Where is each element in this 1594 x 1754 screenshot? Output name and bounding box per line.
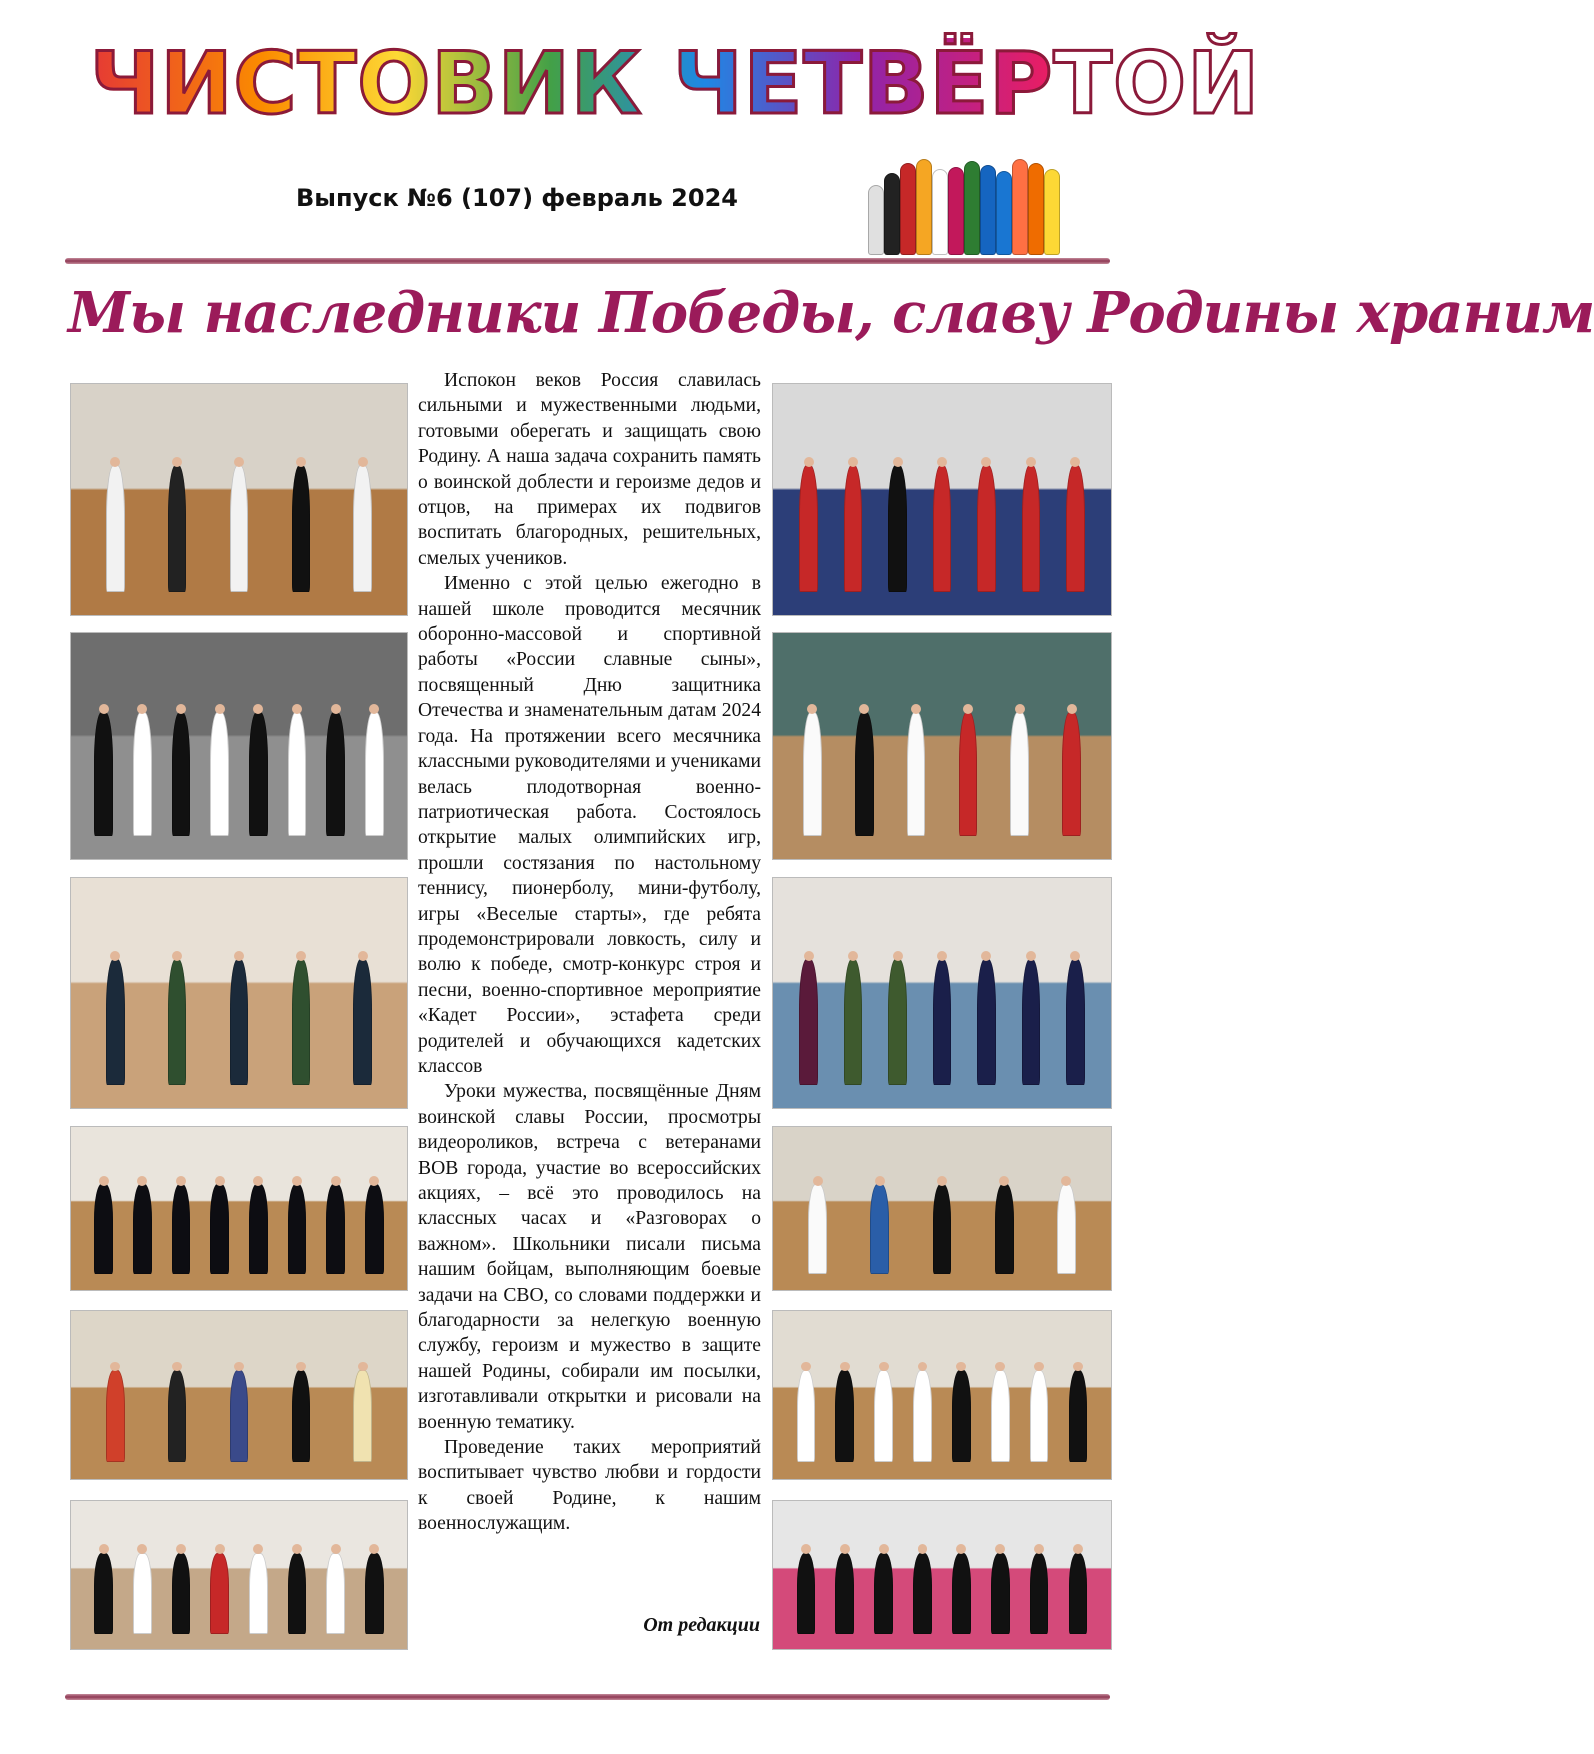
person-figure bbox=[353, 959, 372, 1086]
person-figure bbox=[1057, 1184, 1076, 1274]
photo-heads bbox=[787, 457, 1098, 467]
article-paragraph: Уроки мужества, посвящённые Дням воинской славы России, просмотры видеороликов, встреча с ветеранами ВОВ города, участие во всероссийских акциях, – всё это проводилось на классных часах и «Разговорах о важном». Школьники писали письма нашим бойцам, выполняющим боевые задачи на СВО, со словами поддержки и благодарности за нелегкую военную службу, героизм и мужество в защите нашей Родины, собирали им посылки, изготавливали открытки и рисовали на военную тематику. bbox=[418, 1081, 761, 1433]
person-figure bbox=[1030, 1370, 1049, 1462]
article-paragraph: Испокон веков Россия славилась сильными и мужественными людьми, готовыми оберегать и защищать свою Родину. А наша задача сохранить память о воинской доблести и героизме дедов и отцов, на примерах их подвигов воспитать благородных, решительных, смелых учеников. bbox=[418, 370, 761, 569]
person-head bbox=[215, 704, 225, 714]
person-figure bbox=[913, 1370, 932, 1462]
person-figure bbox=[326, 1184, 345, 1274]
crayon-icon bbox=[1028, 163, 1044, 255]
person-figure bbox=[913, 1553, 932, 1634]
photo-cadet-ensemble-stage bbox=[772, 1500, 1112, 1650]
person-figure bbox=[1066, 959, 1085, 1086]
person-figure bbox=[844, 959, 863, 1086]
person-head bbox=[801, 1362, 811, 1372]
person-figure bbox=[365, 1553, 384, 1634]
person-figure bbox=[230, 959, 249, 1086]
person-head bbox=[234, 1362, 244, 1372]
person-head bbox=[99, 1544, 109, 1554]
person-head bbox=[172, 457, 182, 467]
person-figure bbox=[797, 1553, 816, 1634]
person-figure bbox=[977, 959, 996, 1086]
photo-classroom-presentation bbox=[772, 632, 1112, 860]
photo-cadet-drill-gym bbox=[70, 1126, 408, 1291]
photo-heads bbox=[787, 704, 1098, 714]
person-head bbox=[292, 1544, 302, 1554]
photo-olympic-flag-parade bbox=[70, 383, 408, 616]
person-head bbox=[981, 457, 991, 467]
person-head bbox=[999, 1176, 1009, 1186]
person-head bbox=[840, 1544, 850, 1554]
person-figure bbox=[106, 1370, 125, 1462]
person-head bbox=[331, 704, 341, 714]
person-figure bbox=[249, 1184, 268, 1274]
person-figure bbox=[365, 1184, 384, 1274]
photo-heads bbox=[84, 704, 393, 714]
person-figure bbox=[288, 712, 307, 836]
person-head bbox=[110, 951, 120, 961]
person-figure bbox=[292, 465, 311, 592]
person-head bbox=[879, 1362, 889, 1372]
person-figure bbox=[844, 465, 863, 592]
person-figure bbox=[172, 1553, 191, 1634]
person-head bbox=[234, 951, 244, 961]
photo-people bbox=[787, 465, 1098, 592]
photo-people bbox=[84, 959, 393, 1086]
photo-people bbox=[84, 465, 393, 592]
person-head bbox=[99, 1176, 109, 1186]
person-head bbox=[176, 704, 186, 714]
person-figure bbox=[1062, 712, 1081, 836]
person-head bbox=[848, 457, 858, 467]
photo-heads bbox=[787, 1544, 1098, 1554]
person-head bbox=[292, 704, 302, 714]
article-paragraph: Именно с этой целью ежегодно в нашей школе проводится месячник оборонно-массовой и спортивной работы «России славные сыны», посвященный Дню защитника Отечества и знаменательным датам 2024 года. На протяжении всего месячника классными руководителями и учениками велась плодотворная военно-патриотическая работа. Состоялось открытие малых олимпийских игр, прошли состязания по настольному теннису, пионерболу, мини-футболу, игры «Веселые старты», где ребята продемонстрировали ловкость, силу и волю к победе, смотр-конкурс строя и песни, военно-спортивное мероприятие «Кадет России», эстафета среди родителей и обучающихся кадетских классов bbox=[418, 573, 761, 1077]
crayon-icon bbox=[1012, 159, 1028, 255]
person-figure bbox=[1022, 959, 1041, 1086]
person-head bbox=[296, 457, 306, 467]
photo-sports-group-photo bbox=[772, 1310, 1112, 1480]
person-head bbox=[1073, 1544, 1083, 1554]
person-figure bbox=[288, 1553, 307, 1634]
person-head bbox=[1070, 951, 1080, 961]
person-head bbox=[1015, 704, 1025, 714]
person-head bbox=[369, 1176, 379, 1186]
crayon-icon bbox=[884, 173, 900, 255]
person-head bbox=[1034, 1544, 1044, 1554]
photo-heads bbox=[787, 951, 1098, 961]
person-head bbox=[804, 951, 814, 961]
photo-people bbox=[84, 1370, 393, 1462]
photo-rifle-assembly-lesson bbox=[772, 1126, 1112, 1291]
person-head bbox=[956, 1544, 966, 1554]
photo-heads bbox=[84, 457, 393, 467]
person-figure bbox=[172, 712, 191, 836]
crayons-illustration bbox=[860, 155, 1070, 255]
photo-heads bbox=[84, 1176, 393, 1186]
person-head bbox=[963, 704, 973, 714]
person-figure bbox=[230, 1370, 249, 1462]
person-head bbox=[137, 1544, 147, 1554]
person-figure bbox=[326, 712, 345, 836]
person-head bbox=[981, 951, 991, 961]
person-figure bbox=[991, 1553, 1010, 1634]
person-figure bbox=[249, 712, 268, 836]
photo-yunarmiya-awards bbox=[772, 383, 1112, 616]
person-figure bbox=[353, 1370, 372, 1462]
person-figure bbox=[1066, 465, 1085, 592]
person-figure bbox=[94, 1553, 113, 1634]
person-figure bbox=[210, 1553, 229, 1634]
person-figure bbox=[933, 465, 952, 592]
photo-people bbox=[787, 1553, 1098, 1634]
person-figure bbox=[133, 712, 152, 836]
photo-mini-football-gym bbox=[70, 1310, 408, 1480]
person-head bbox=[331, 1176, 341, 1186]
person-figure bbox=[959, 712, 978, 836]
person-figure bbox=[1022, 465, 1041, 592]
person-head bbox=[937, 1176, 947, 1186]
person-head bbox=[253, 704, 263, 714]
person-figure bbox=[797, 1370, 816, 1462]
person-head bbox=[893, 951, 903, 961]
person-head bbox=[804, 457, 814, 467]
bottom-divider bbox=[65, 1694, 1110, 1700]
person-head bbox=[813, 1176, 823, 1186]
person-head bbox=[911, 704, 921, 714]
person-head bbox=[172, 951, 182, 961]
person-figure bbox=[874, 1553, 893, 1634]
person-head bbox=[215, 1176, 225, 1186]
person-head bbox=[296, 1362, 306, 1372]
issue-info: Выпуск №6 (107) февраль 2024 bbox=[296, 184, 738, 212]
person-figure bbox=[1069, 1370, 1088, 1462]
person-figure bbox=[870, 1184, 889, 1274]
article-headline: Мы наследники Победы, славу Родины храним bbox=[68, 280, 1594, 346]
person-head bbox=[807, 704, 817, 714]
person-head bbox=[879, 1544, 889, 1554]
person-head bbox=[137, 1176, 147, 1186]
person-head bbox=[358, 951, 368, 961]
person-head bbox=[253, 1544, 263, 1554]
person-head bbox=[234, 457, 244, 467]
crayon-icon bbox=[932, 169, 948, 255]
person-head bbox=[1070, 457, 1080, 467]
person-head bbox=[859, 704, 869, 714]
person-head bbox=[995, 1362, 1005, 1372]
person-figure bbox=[952, 1370, 971, 1462]
person-figure bbox=[292, 1370, 311, 1462]
person-figure bbox=[288, 1184, 307, 1274]
person-head bbox=[840, 1362, 850, 1372]
person-figure bbox=[94, 1184, 113, 1274]
photo-heads bbox=[84, 1544, 393, 1554]
person-head bbox=[1073, 1362, 1083, 1372]
article-body bbox=[418, 368, 761, 1537]
person-figure bbox=[326, 1553, 345, 1634]
person-head bbox=[369, 1544, 379, 1554]
photo-people bbox=[787, 712, 1098, 836]
article-paragraph: Проведение таких мероприятий воспитывает чувство любви и гордости к своей Родине, к нашим военнослужащим. bbox=[418, 1437, 761, 1535]
person-head bbox=[918, 1362, 928, 1372]
person-figure bbox=[106, 959, 125, 1086]
photo-people bbox=[84, 1553, 393, 1634]
person-head bbox=[137, 704, 147, 714]
person-head bbox=[215, 1544, 225, 1554]
person-head bbox=[110, 457, 120, 467]
photo-people bbox=[787, 959, 1098, 1086]
person-figure bbox=[888, 959, 907, 1086]
crayon-icon bbox=[980, 165, 996, 255]
photo-heads bbox=[84, 951, 393, 961]
person-figure bbox=[168, 959, 187, 1086]
person-figure bbox=[1030, 1553, 1049, 1634]
person-head bbox=[801, 1544, 811, 1554]
person-head bbox=[1026, 457, 1036, 467]
newspaper-title: ЧИСТОВИК ЧЕТВЁРТОЙ bbox=[90, 34, 1261, 134]
person-head bbox=[369, 704, 379, 714]
person-figure bbox=[855, 712, 874, 836]
person-figure bbox=[907, 712, 926, 836]
person-figure bbox=[365, 712, 384, 836]
person-head bbox=[937, 951, 947, 961]
crayon-icon bbox=[868, 185, 884, 255]
masthead bbox=[90, 34, 1261, 134]
person-figure bbox=[172, 1184, 191, 1274]
person-head bbox=[893, 457, 903, 467]
person-figure bbox=[952, 1553, 971, 1634]
person-head bbox=[176, 1176, 186, 1186]
person-head bbox=[918, 1544, 928, 1554]
person-figure bbox=[106, 465, 125, 592]
top-divider bbox=[65, 258, 1110, 264]
photo-group-with-flags bbox=[70, 1500, 408, 1650]
photo-people bbox=[787, 1370, 1098, 1462]
person-head bbox=[358, 457, 368, 467]
person-figure bbox=[888, 465, 907, 592]
person-figure bbox=[995, 1184, 1014, 1274]
person-head bbox=[176, 1544, 186, 1554]
crayon-icon bbox=[964, 161, 980, 255]
person-figure bbox=[353, 465, 372, 592]
person-figure bbox=[94, 712, 113, 836]
photo-cadet-formation-outdoors bbox=[70, 632, 408, 860]
person-figure bbox=[1069, 1553, 1088, 1634]
crayon-icon bbox=[996, 171, 1012, 255]
person-head bbox=[110, 1362, 120, 1372]
photo-people bbox=[84, 712, 393, 836]
person-head bbox=[875, 1176, 885, 1186]
photo-heads bbox=[787, 1176, 1098, 1186]
person-figure bbox=[1010, 712, 1029, 836]
person-figure bbox=[133, 1184, 152, 1274]
person-figure bbox=[799, 959, 818, 1086]
person-head bbox=[1061, 1176, 1071, 1186]
person-head bbox=[848, 951, 858, 961]
person-head bbox=[995, 1544, 1005, 1554]
person-figure bbox=[835, 1553, 854, 1634]
person-figure bbox=[977, 465, 996, 592]
crayon-icon bbox=[948, 167, 964, 255]
person-head bbox=[296, 951, 306, 961]
person-head bbox=[292, 1176, 302, 1186]
person-head bbox=[99, 704, 109, 714]
person-figure bbox=[210, 1184, 229, 1274]
person-figure bbox=[210, 712, 229, 836]
crayon-icon bbox=[900, 163, 916, 255]
person-head bbox=[331, 1544, 341, 1554]
person-figure bbox=[249, 1553, 268, 1634]
person-head bbox=[937, 457, 947, 467]
person-figure bbox=[799, 465, 818, 592]
person-figure bbox=[803, 712, 822, 836]
photo-heads bbox=[787, 1362, 1098, 1372]
crayon-icon bbox=[1044, 169, 1060, 255]
person-head bbox=[956, 1362, 966, 1372]
person-figure bbox=[835, 1370, 854, 1462]
person-head bbox=[1067, 704, 1077, 714]
crayon-icon bbox=[916, 159, 932, 255]
person-head bbox=[358, 1362, 368, 1372]
person-figure bbox=[874, 1370, 893, 1462]
person-head bbox=[1026, 951, 1036, 961]
photo-veterans-meeting-choir bbox=[772, 877, 1112, 1109]
person-figure bbox=[133, 1553, 152, 1634]
photo-people bbox=[787, 1184, 1098, 1274]
person-figure bbox=[991, 1370, 1010, 1462]
person-figure bbox=[230, 465, 249, 592]
person-head bbox=[1034, 1362, 1044, 1372]
photo-children-paper-planes-class bbox=[70, 877, 408, 1109]
person-head bbox=[172, 1362, 182, 1372]
photo-people bbox=[84, 1184, 393, 1274]
person-head bbox=[253, 1176, 263, 1186]
photo-heads bbox=[84, 1362, 393, 1372]
person-figure bbox=[933, 959, 952, 1086]
article-signature: От редакции bbox=[643, 1614, 760, 1636]
person-figure bbox=[168, 1370, 187, 1462]
person-figure bbox=[808, 1184, 827, 1274]
person-figure bbox=[933, 1184, 952, 1274]
person-figure bbox=[292, 959, 311, 1086]
person-figure bbox=[168, 465, 187, 592]
